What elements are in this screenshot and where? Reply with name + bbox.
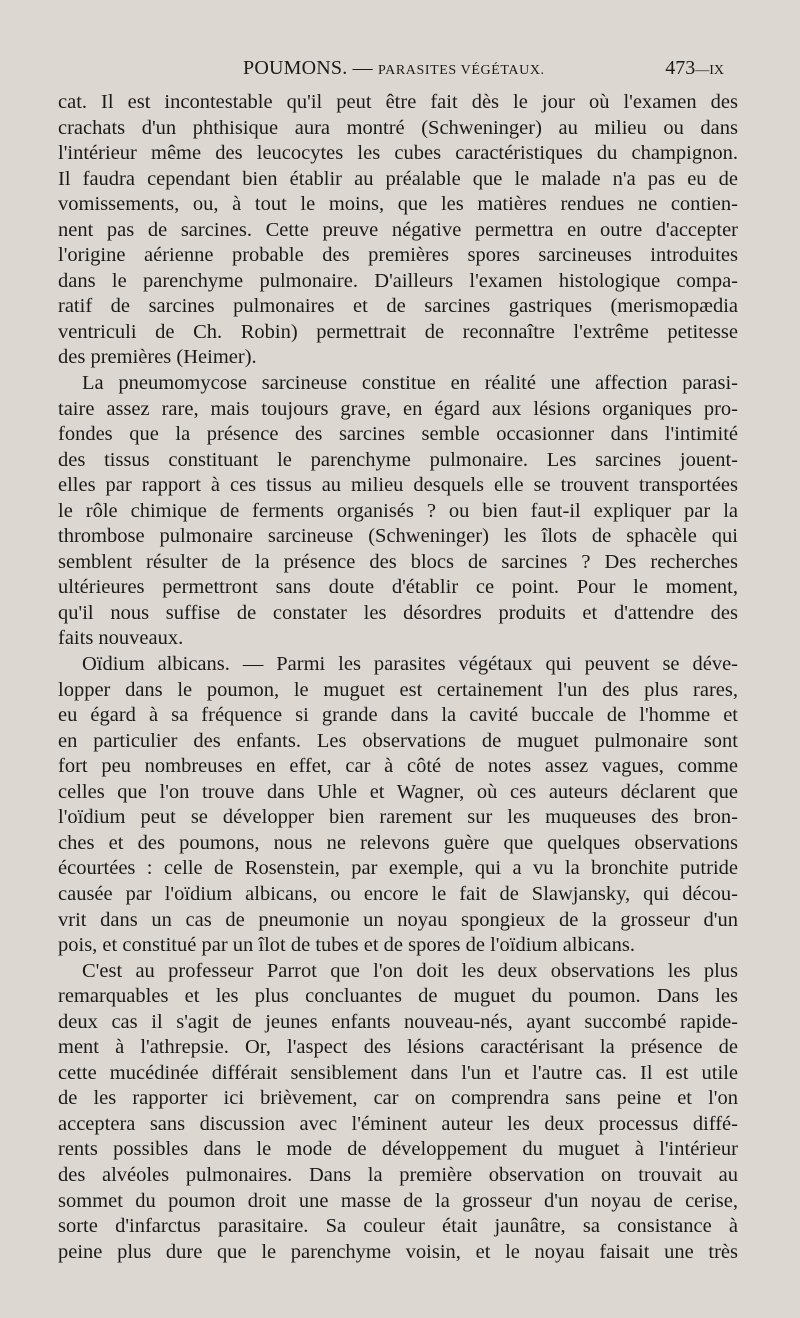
text-line: ches et des poumons, nous ne relevons guère que quelques observations <box>58 831 738 854</box>
text-line: vomissements, ou, à tout le moins, que les matières rendues ne contien- <box>58 193 738 216</box>
text-line: semblent résulter de la présence des blocs de sarcines ? Des recherches <box>58 550 738 573</box>
running-title <box>243 57 545 80</box>
text-line: fondes que la présence des sarcines semble occasionner dans l'intimité <box>58 423 738 446</box>
header-dash: — <box>352 57 373 79</box>
text-line: en particulier des enfants. Les observations de muguet pulmonaire sont <box>58 729 738 752</box>
text-line: lopper dans le poumon, le muguet est certainement l'un des plus rares, <box>58 678 738 701</box>
text-line: écourtées : celle de Rosenstein, par exemple, qui a vu la bronchite putride <box>58 857 738 880</box>
text-line: sorte d'infarctus parasitaire. Sa couleur était jaunâtre, sa consistance à <box>58 1215 738 1238</box>
text-line: ment à l'athrepsie. Or, l'aspect des lésions caractérisant la présence de <box>58 1036 738 1059</box>
section-title: PARASITES VÉGÉTAUX. <box>378 63 545 78</box>
text-line: faits nouveaux. <box>58 627 184 650</box>
text-line: remarquables et les plus concluantes de muguet du poumon. Dans les <box>58 985 738 1008</box>
text-line: deux cas il s'agit de jeunes enfants nouveau-nés, ayant succombé rapide- <box>58 1010 738 1033</box>
text-line: crachats d'un phthisique aura montré (Schweninger) au milieu ou dans <box>58 116 738 139</box>
body-text <box>58 90 738 1265</box>
text-line: cat. Il est incontestable qu'il peut être fait dès le jour où l'examen des <box>58 91 738 113</box>
text-line: le rôle chimique de ferments organisés ? ou bien faut-il expliquer par la <box>58 499 738 522</box>
text-line: ventriculi de Ch. Robin) permettrait de reconnaître l'extrême petitesse <box>58 320 738 343</box>
text-line: eu égard à sa fréquence si grande dans la cavité buccale de l'homme et <box>58 704 738 727</box>
text-line: l'oïdium peut se développer bien rarement sur les muqueuses des bron- <box>58 806 738 829</box>
page-number <box>665 57 724 80</box>
text-line: qu'il nous suffise de constater les désordres produits et d'attendre des <box>58 601 738 624</box>
page-number-value: 473 <box>665 57 696 79</box>
text-line: C'est au professeur Parrot que l'on doit les deux observations les plus <box>82 959 738 982</box>
text-line: l'intérieur même des leucocytes les cubes caractéristiques du champignon. <box>58 142 738 165</box>
text-line: elles par rapport à ces tissus au milieu desquels elle se trouvent transportées <box>58 474 738 497</box>
text-line: celles que l'on trouve dans Uhle et Wagner, où ces auteurs déclarent que <box>58 780 738 803</box>
text-line: des tissus constituant le parenchyme pulmonaire. Les sarcines jouent- <box>58 448 738 471</box>
text-line: thrombose pulmonaire sarcineuse (Schweninger) les îlots de sphacèle qui <box>58 525 738 548</box>
text-line: des premières (Heimer). <box>58 346 257 369</box>
text-line: dans le parenchyme pulmonaire. D'ailleurs l'examen histologique compa- <box>58 269 738 292</box>
text-line: ratif de sarcines pulmonaires et de sarcines gastriques (merismopædia <box>58 295 738 318</box>
text-line: cette mucédinée différait sensiblement dans l'un et l'autre cas. Il est utile <box>58 1061 738 1084</box>
running-header <box>58 55 738 85</box>
text-line: La pneumomycose sarcineuse constitue en réalité une affection parasi- <box>82 372 738 395</box>
page-number-suffix: —IX <box>695 63 724 78</box>
text-line: acceptera sans discussion avec l'éminent auteur les deux processus diffé- <box>58 1112 738 1135</box>
text-line: sommet du poumon droit une masse de la grosseur d'un noyau de cerise, <box>58 1189 738 1212</box>
text-line: rents possibles dans le mode de développement du muguet à l'intérieur <box>58 1138 738 1161</box>
text-line: de les rapporter ici brièvement, car on comprendra sans peine et l'on <box>58 1087 738 1110</box>
text-line: vrit dans un cas de pneumonie un noyau spongieux de la grosseur d'un <box>58 908 738 931</box>
text-line: fort peu nombreuses en effet, car à côté de notes assez vagues, comme <box>58 755 738 778</box>
chapter-title: POUMONS. <box>243 57 348 79</box>
text-line: peine plus dure que le parenchyme voisin, et le noyau faisait une très <box>58 1240 738 1263</box>
text-line: pois, et constitué par un îlot de tubes et de spores de l'oïdium albicans. <box>58 934 636 957</box>
text-line: taire assez rare, mais toujours grave, en égard aux lésions organiques pro- <box>58 397 738 420</box>
text-line: Oïdium albicans. — Parmi les parasites végétaux qui peuvent se déve- <box>82 653 738 676</box>
text-line: des alvéoles pulmonaires. Dans la première observation on trouvait au <box>58 1163 738 1186</box>
text-line: nent pas de sarcines. Cette preuve négative permettra en outre d'accepter <box>58 218 738 241</box>
text-line: Il faudra cependant bien établir au préalable que le malade n'a pas eu de <box>58 167 738 190</box>
text-line: causée par l'oïdium albicans, ou encore le fait de Slawjansky, qui décou- <box>58 882 738 905</box>
text-line: l'origine aérienne probable des premières spores sarcineuses introduites <box>58 244 738 267</box>
text-line: ultérieures permettront sans doute d'établir ce point. Pour le moment, <box>58 576 738 599</box>
